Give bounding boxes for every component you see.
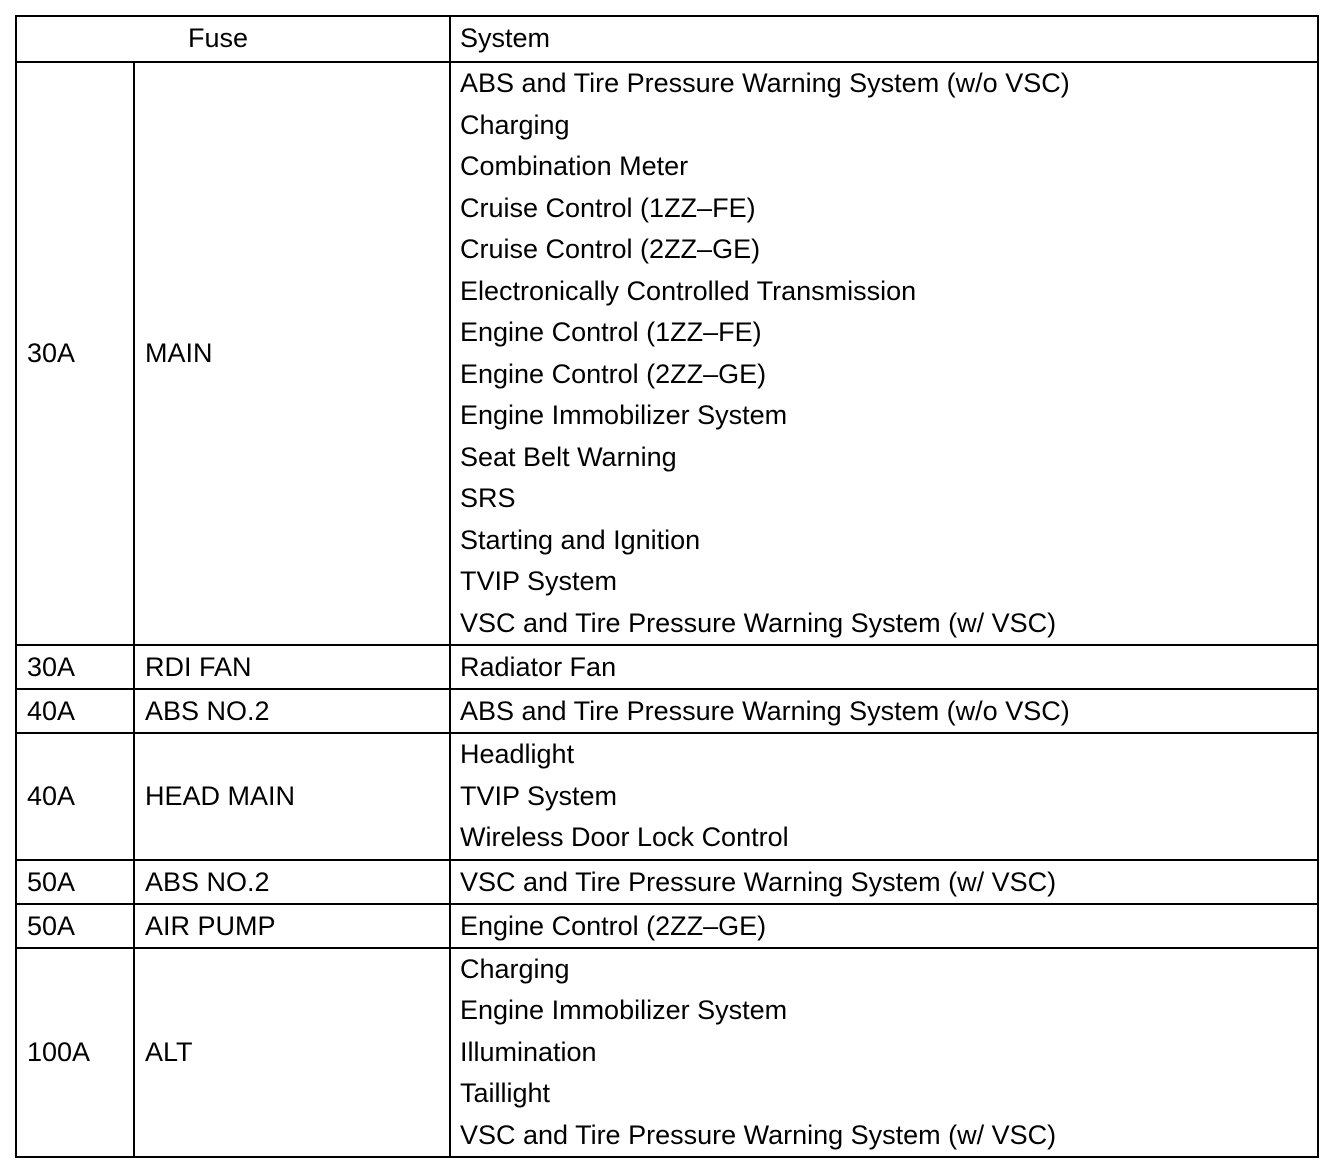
- system-cell: [450, 948, 1318, 1158]
- system-item: Cruise Control (1ZZ–FE): [460, 192, 756, 223]
- table-body: [16, 62, 1318, 1157]
- system-item: Engine Control (2ZZ–GE): [460, 358, 767, 389]
- system-item: TVIP System: [460, 566, 618, 596]
- table-row: [16, 904, 1318, 948]
- table-row: [16, 733, 1318, 860]
- table-row: [16, 948, 1318, 1158]
- system-item: Electronically Controlled Transmission: [460, 275, 917, 306]
- system-item: TVIP System: [460, 780, 618, 811]
- table-row: [16, 62, 1318, 645]
- system-item: Starting and Ignition: [460, 524, 701, 555]
- system-item: Illumination: [460, 1036, 597, 1067]
- fuse-name-cell: ABS NO.2: [134, 860, 450, 904]
- system-column-header: System: [450, 16, 1318, 62]
- system-item: Taillight: [460, 1078, 551, 1108]
- table-row: [16, 689, 1318, 733]
- fuse-amperage-cell: 30A: [16, 645, 134, 689]
- fuse-amperage-cell: 50A: [16, 860, 134, 904]
- system-item: Engine Control (2ZZ–GE): [460, 910, 767, 941]
- system-item: ABS and Tire Pressure Warning System (w/o VSC): [460, 696, 1070, 726]
- fuse-table: [15, 15, 1319, 1158]
- fuse-amperage-cell: 50A: [16, 904, 134, 948]
- system-cell: [450, 733, 1318, 860]
- system-item: VSC and Tire Pressure Warning System (w/ VSC): [460, 866, 1057, 897]
- table-row: [16, 645, 1318, 689]
- system-item: Engine Immobilizer System: [460, 400, 788, 430]
- fuse-name-cell: HEAD MAIN: [134, 733, 450, 860]
- system-item: Charging: [460, 953, 570, 984]
- fuse-column-header: Fuse: [16, 16, 450, 62]
- system-cell: [450, 62, 1318, 645]
- system-cell: [450, 689, 1318, 733]
- system-item: SRS: [460, 483, 516, 513]
- table-row: [16, 860, 1318, 904]
- system-cell: [450, 645, 1318, 689]
- fuse-name-cell: MAIN: [134, 62, 450, 645]
- system-item: Combination Meter: [460, 151, 689, 181]
- fuse-name-cell: RDI FAN: [134, 645, 450, 689]
- fuse-name-cell: ABS NO.2: [134, 689, 450, 733]
- system-item: VSC and Tire Pressure Warning System (w/ VSC): [460, 1119, 1057, 1150]
- system-item: Seat Belt Warning: [460, 441, 677, 472]
- fuse-amperage-cell: 40A: [16, 733, 134, 860]
- system-item: Charging: [460, 109, 570, 140]
- fuse-amperage-cell: 30A: [16, 62, 134, 645]
- system-item: Engine Control (1ZZ–FE): [460, 317, 762, 347]
- system-cell: [450, 860, 1318, 904]
- fuse-amperage-cell: 40A: [16, 689, 134, 733]
- system-item: Radiator Fan: [460, 652, 617, 682]
- fuse-name-cell: AIR PUMP: [134, 904, 450, 948]
- fuse-name-cell: ALT: [134, 948, 450, 1158]
- header-row: [16, 16, 1318, 62]
- system-item: VSC and Tire Pressure Warning System (w/ VSC): [460, 607, 1057, 638]
- system-item: ABS and Tire Pressure Warning System (w/o VSC): [460, 68, 1070, 98]
- system-item: Headlight: [460, 739, 575, 769]
- table-header: [16, 16, 1318, 62]
- system-item: Cruise Control (2ZZ–GE): [460, 234, 761, 264]
- system-item: Engine Immobilizer System: [460, 995, 788, 1025]
- system-cell: [450, 904, 1318, 948]
- fuse-amperage-cell: 100A: [16, 948, 134, 1158]
- system-item: Wireless Door Lock Control: [460, 822, 789, 852]
